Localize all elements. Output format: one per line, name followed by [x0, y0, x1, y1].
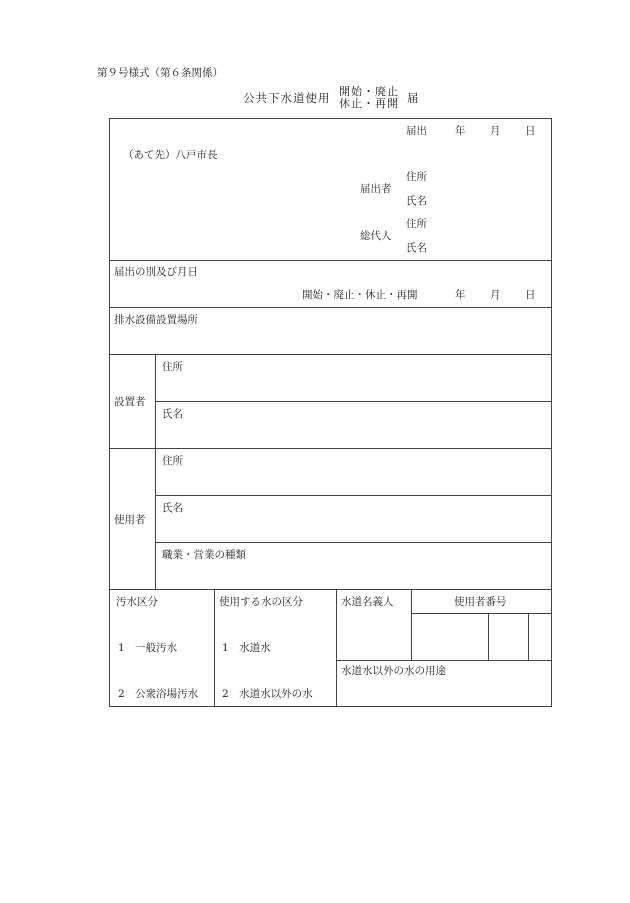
notification-date-label: 届出 [406, 125, 427, 137]
divider-user-inner-2 [155, 542, 552, 543]
title-prefix: 公共下水道使用 [243, 91, 331, 105]
sewage-type-label: 汚水区分 [116, 596, 158, 608]
divider-notification-type [109, 307, 552, 308]
non-tap-usage-label: 水道水以外の水の用途 [341, 665, 446, 677]
header-day-label: 日 [525, 125, 536, 137]
notifier-label: 届出者 [360, 183, 392, 195]
user-address-label: 住所 [162, 455, 183, 467]
water-account-label: 水道名義人 [341, 596, 394, 608]
notifier-address-label: 住所 [406, 171, 427, 183]
form-number: 第９号様式（第６条関係） [97, 67, 223, 79]
user-name-label: 氏名 [162, 502, 183, 514]
installer-label: 設置者 [114, 396, 146, 408]
table-border-left [109, 118, 110, 707]
divider-bottom-col-1 [214, 589, 215, 707]
installer-name-label: 氏名 [162, 408, 183, 420]
divider-bottom-col-3 [411, 589, 412, 660]
representative-address-label: 住所 [406, 218, 427, 230]
divider-number-cell-2 [528, 613, 529, 660]
addressee: （あて先）八戸市長 [123, 149, 218, 161]
installer-address-label: 住所 [162, 361, 183, 373]
user-label: 使用者 [114, 514, 146, 526]
facility-location-label: 排水設備設置場所 [114, 314, 198, 326]
divider-header [109, 260, 552, 261]
divider-user [109, 589, 552, 590]
table-border-bottom [109, 706, 552, 707]
water-option-tap: 1 水道水 [222, 642, 271, 654]
divider-non-tap-usage [336, 660, 552, 661]
divider-bottom-col-2 [336, 589, 337, 707]
header-year-label: 年 [455, 125, 466, 137]
title-option-bottom: 休止・再開 [339, 97, 399, 110]
notification-type-label: 届出の別及び月日 [114, 266, 198, 278]
divider-user-number-header [411, 613, 552, 614]
divider-facility-location [109, 354, 552, 355]
title-option-top: 開始・廃止 [339, 85, 399, 98]
title-suffix: 届 [407, 91, 420, 105]
user-occupation-label: 職業・営業の種類 [162, 549, 246, 561]
divider-user-inner-1 [155, 495, 552, 496]
notification-type-month: 月 [490, 289, 501, 301]
header-month-label: 月 [490, 125, 501, 137]
divider-label-column [155, 354, 156, 590]
sewage-option-general: 1 一般汚水 [118, 642, 178, 654]
representative-name-label: 氏名 [406, 242, 427, 254]
table-border-top [109, 118, 552, 119]
sewage-option-bathhouse: 2 公衆浴場汚水 [118, 688, 199, 700]
notifier-name-label: 氏名 [406, 195, 427, 207]
divider-installer [109, 448, 552, 449]
table-border-right [551, 118, 552, 707]
representative-label: 総代人 [360, 230, 392, 242]
water-option-non-tap: 2 水道水以外の水 [222, 688, 313, 700]
divider-number-cell-1 [488, 613, 489, 660]
divider-installer-inner [155, 401, 552, 402]
user-number-label: 使用者番号 [454, 596, 507, 608]
notification-type-day: 日 [525, 289, 536, 301]
notification-type-year: 年 [455, 289, 466, 301]
water-type-label: 使用する水の区分 [219, 596, 303, 608]
notification-type-options: 開始・廃止・休止・再開 [302, 289, 418, 301]
